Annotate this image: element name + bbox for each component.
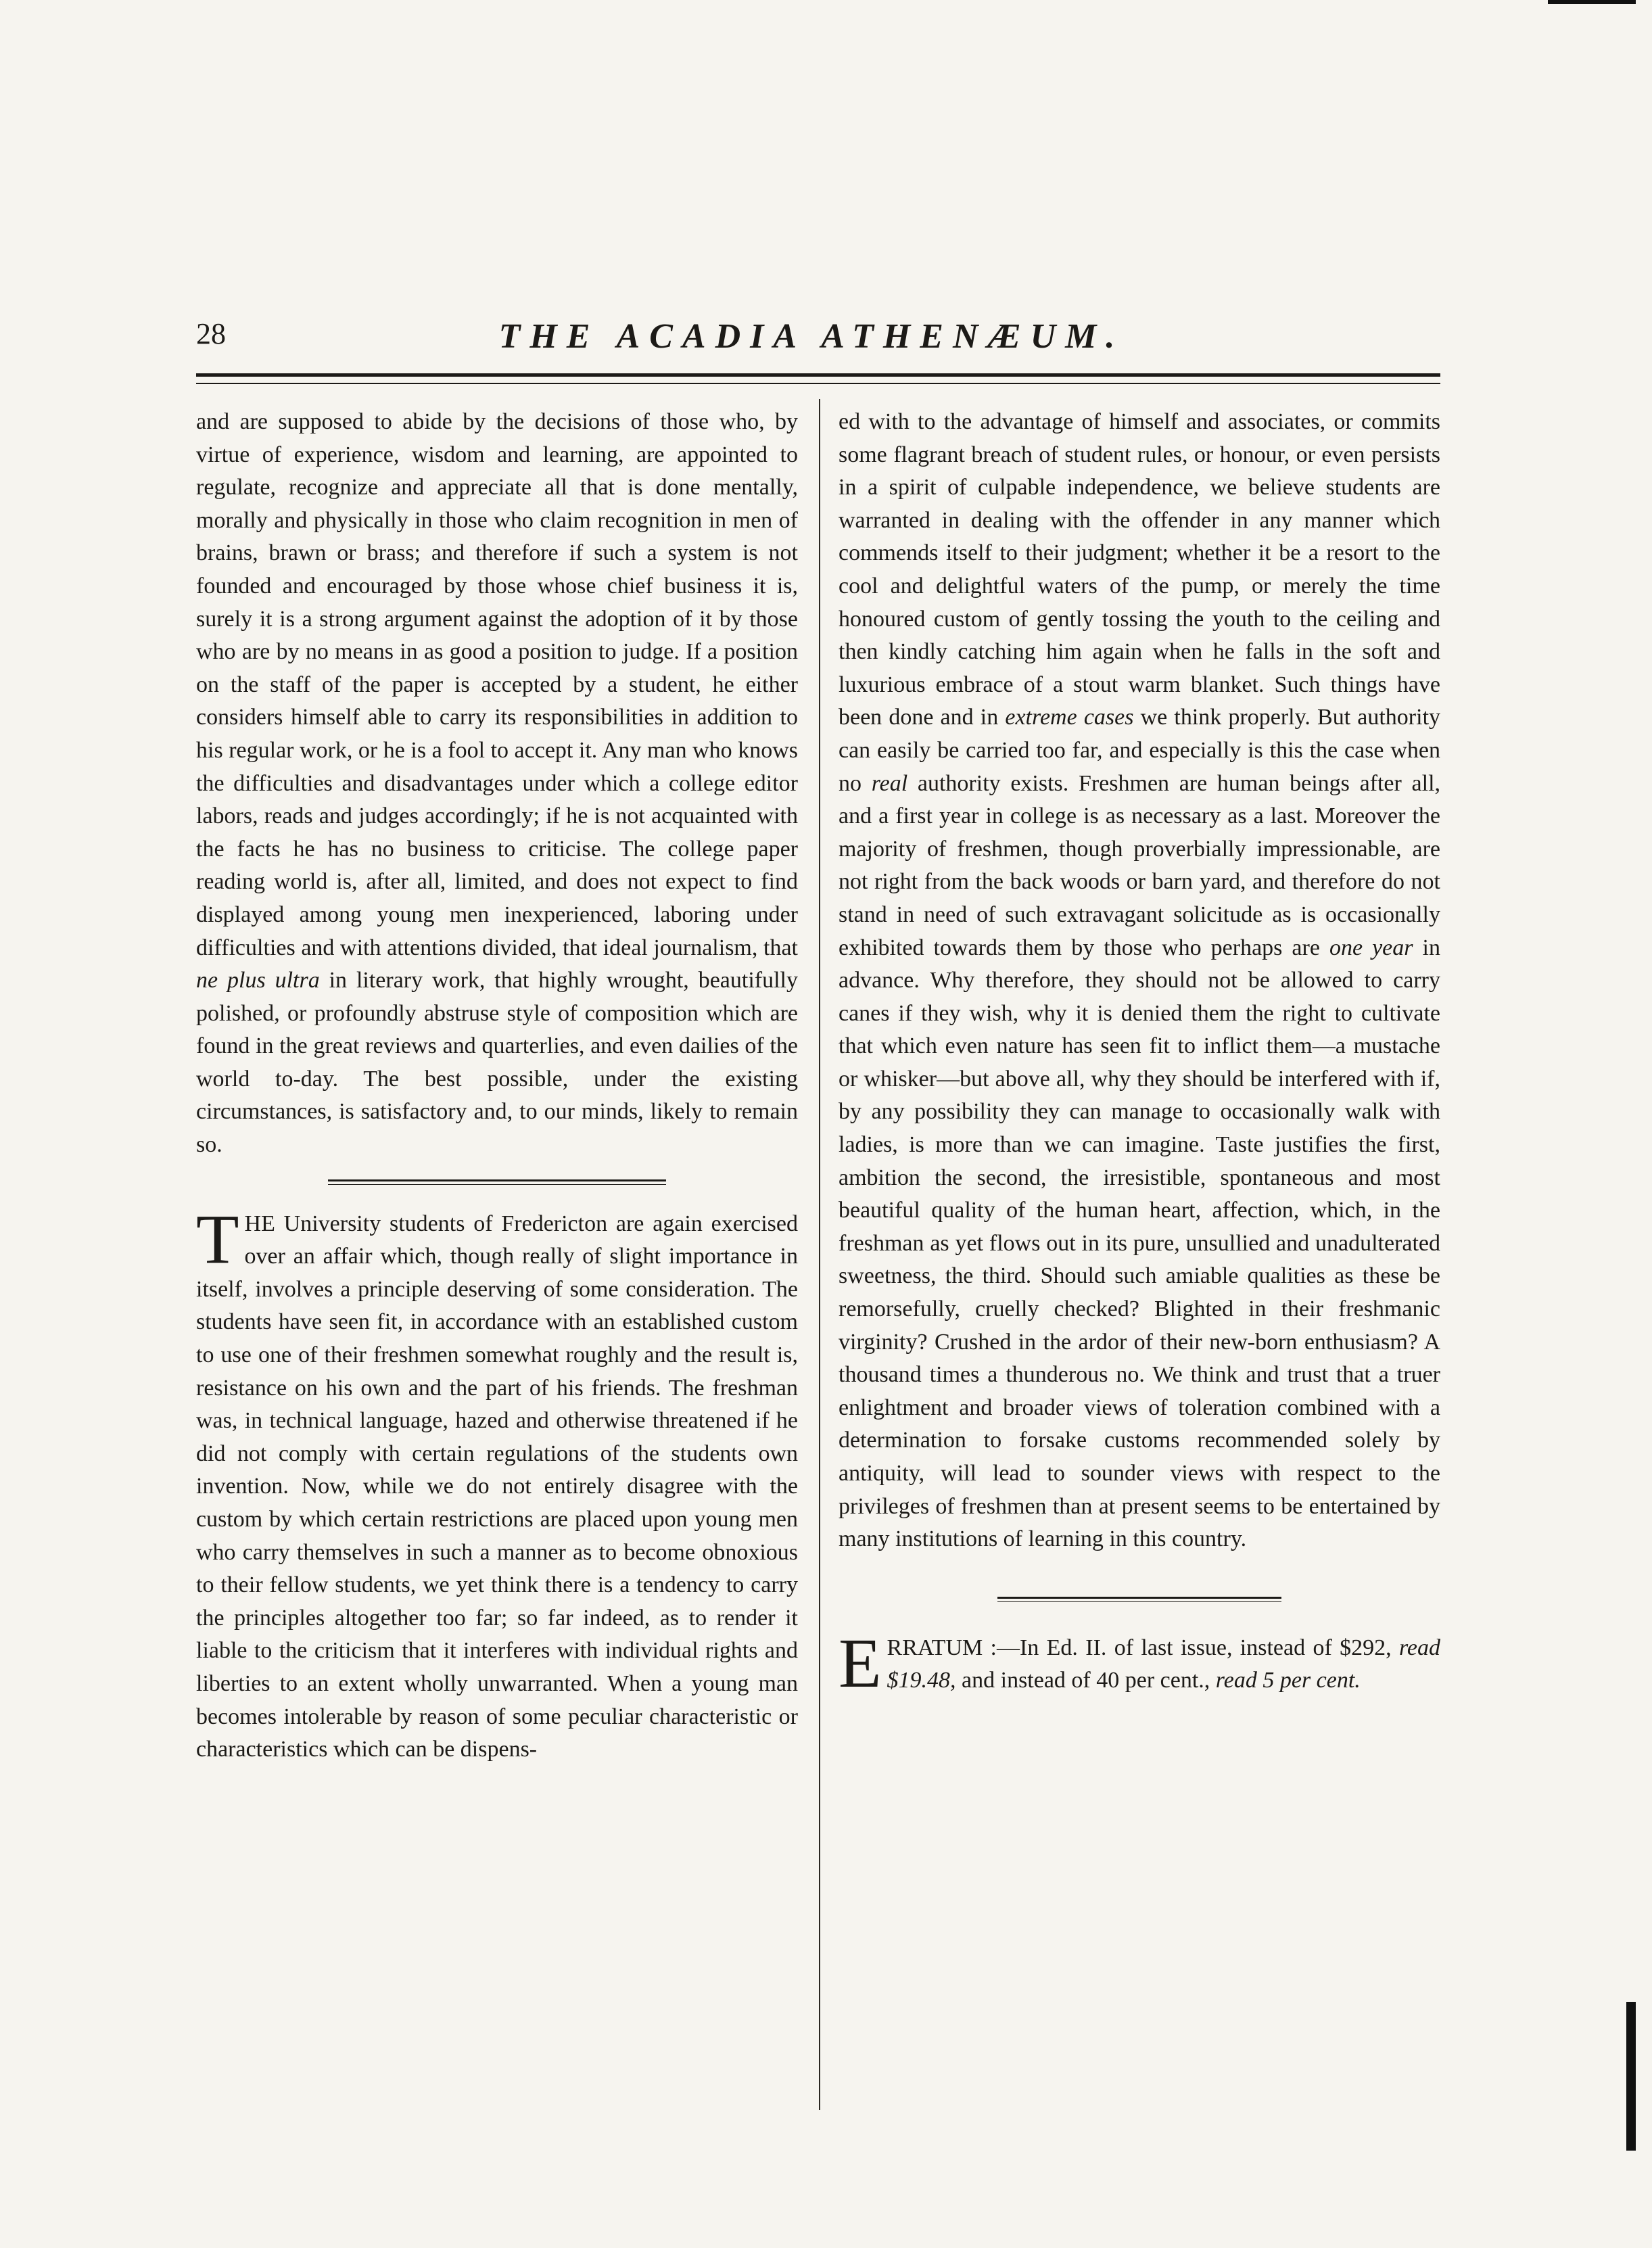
running-title: THE ACADIA ATHENÆUM. (498, 317, 1125, 356)
left-column (196, 406, 798, 1766)
paragraph-text: in literary work, that highly wrought, beautifully polished, or profoundly abstruse style of composition which are found in the great reviews and quarterlies, and even dailies of the world to-day. The best possible, under the existing circumstances, is satisfactory and, to our minds, likely to remain so. (196, 968, 798, 1158)
column-divider (819, 399, 820, 2110)
drop-cap: E (839, 1624, 882, 1702)
page-number: 28 (196, 317, 226, 350)
erratum-text: and instead of 40 per cent., (962, 1668, 1210, 1693)
erratum-text: RRATUM :—In Ed. II. of last issue, instead of $292, (887, 1635, 1392, 1660)
italic-phrase: real (871, 770, 908, 796)
italic-phrase: ne plus ultra (196, 968, 320, 993)
paragraph-text: ed with to the advantage of himself and associates, or commits some flagrant breach of student rules, or honour, or even persists in a spirit of culpable independence, we believe students are warranted in dealing with the offender in any manner which commends itself to their judgment; whether it be a resort to the cool and delightful waters of the pump, or merely the time honoured custom of gently tossing the youth to the ceiling and then kindly catching him again when he falls in the soft and luxurious embrace of a stout warm blanket. Such things have been done and in (839, 409, 1440, 730)
header-rule-thin (196, 383, 1440, 384)
italic-phrase: read 5 per cent. (1215, 1668, 1361, 1693)
editorial-hazing-continued (839, 406, 1440, 1556)
erratum (839, 1624, 1441, 1702)
header-rule-thick (196, 373, 1440, 377)
paragraph-text: HE University students of Fredericton are again exercised over an affair which, though really of slight importance in itself, involves a principle deserving of some consideration. The students have seen fit, in accordance with an established custom to use one of their freshmen somewhat roughly and the result is, resistance on his own and the part of his friends. The freshman was, in technical language, hazed and otherwise threatened if he did not comply with certain regulations of the students own invention. Now, while we do not entirely disagree with the custom by which certain restrictions are placed upon young men who carry themselves in such a manner as to become obnoxious to their fellow students, we yet think there is a tendency to carry the principles altogether too far; so far indeed, as to render it liable to the criticism that it interferes with individual rights and liberties to an extent wholly unwarranted. When a young man becomes intolerable by reason of some peculiar characteristic or characteristics which can be dispens- (196, 1211, 798, 1762)
editorial-hazing (196, 1200, 798, 1766)
italic-phrase: read $19.48, (887, 1635, 1441, 1693)
section-divider (997, 1597, 1281, 1602)
section-divider (328, 1179, 666, 1185)
paragraph-text: we think properly. But authority can easily be carried too far, and especially is this the case when no (839, 705, 1441, 796)
scan-edge-mark (1548, 0, 1636, 4)
italic-phrase: extreme cases (1005, 705, 1134, 730)
italic-phrase: one year (1329, 935, 1413, 960)
editorial-continuation (196, 406, 798, 1162)
right-column (839, 406, 1441, 1702)
drop-cap: T (196, 1200, 239, 1278)
scan-edge-mark (1626, 2002, 1636, 2151)
paragraph-text: and are supposed to abide by the decisions of those who, by virtue of experience, wisdom and learning, are appointed to regulate, recognize and appreciate all that is done mentally, morally and physically in those who claim recognition in men of brains, brawn or brass; and therefore if such a system is not founded and encouraged by those whose chief business it is, surely it is a strong argument against the adoption of it by those who are by no means in as good a position to judge. If a position on the staff of the paper is accepted by a student, he either considers himself able to carry its responsibilities in addition to his regular work, or he is a fool to accept it. Any man who knows the difficulties and disadvantages under which a college editor labors, reads and judges accordingly; if he is not acquainted with the facts he has no business to criticise. The college paper reading world is, after all, limited, and does not expect to find displayed among young men inexperienced, laboring under difficulties and with attentions divided, that ideal journalism, that (196, 409, 798, 960)
page-header (196, 317, 1427, 364)
paragraph-text: authority exists. Freshmen are human beings after all, and a first year in college is as necessary as a last. Moreover the majority of freshmen, though proverbially impressionable, are not right from the back woods or barn yard, and therefore do not stand in need of such extravagant solicitude as is occasionally exhibited towards them by those who perhaps are (839, 770, 1441, 960)
paragraph-text: in advance. Why therefore, they should not be allowed to carry canes if they wish, why it is denied them the right to cultivate that which even nature has seen fit to inflict them—a mustache or whisker—but above all, why they should be interfered with if, by any possibility they can manage to occasionally walk with ladies, is more than we can imagine. Taste justifies the first, ambition the second, the irresistible, spontaneous and most beautiful quality of the human heart, affection, which, in the freshman as yet flows out in its pure, unsullied and unadulterated sweetness, the third. Should such amiable qualities as these be remorsefully, cruelly checked? Blighted in their freshmanic virginity? Crushed in the ardor of their new-born enthusiasm? A thousand times a thunderous no. We think and trust that a truer enlightment and broader views of toleration combined with a determination to forsake customs recommended solely by antiquity, will lead to sounder views with respect to the privileges of freshmen than at present seems to be entertained by many institutions of learning in this country. (839, 935, 1440, 1552)
